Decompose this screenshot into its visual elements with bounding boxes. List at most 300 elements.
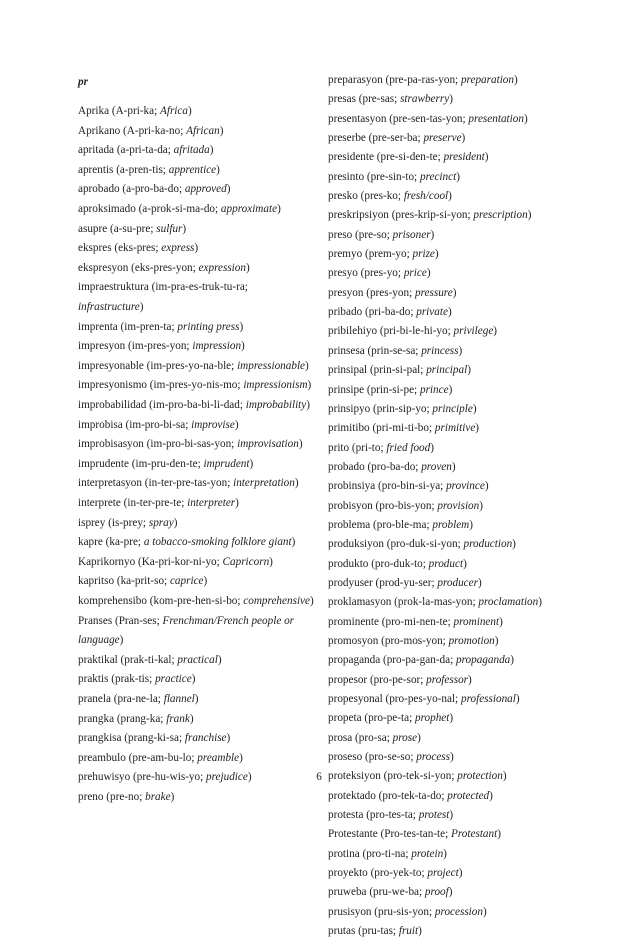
entry-close-paren: )	[217, 653, 222, 666]
entry-headword: Protestante (Pro-tes-tan-te;	[328, 828, 452, 841]
entry-gloss: pressure	[415, 286, 453, 299]
entry-headword: preparasyon (pre-pa-ras-yon;	[328, 74, 461, 86]
entry-gloss: improvise	[191, 418, 235, 431]
entry-headword: praktis (prak-tis;	[78, 673, 156, 686]
dictionary-entry	[78, 514, 314, 534]
entry-headword: apritada (a-pri-ta-da;	[78, 144, 174, 157]
entry-gloss: preserve	[423, 132, 462, 145]
entry-close-paren: )	[203, 575, 208, 588]
entry-headword: probisyon (pro-bis-yon;	[328, 499, 438, 512]
dictionary-entry	[78, 278, 314, 317]
entry-gloss: professional	[460, 693, 516, 705]
dictionary-entry	[328, 264, 574, 283]
entry-gloss: privilege	[453, 325, 494, 338]
dictionary-entry	[328, 883, 574, 902]
entry-close-paren: )	[463, 557, 467, 570]
entry-close-paren: )	[515, 693, 520, 705]
entry-gloss: printing press	[177, 320, 240, 333]
entry-headword: kapritso (ka-prit-so;	[78, 575, 170, 588]
entry-close-paren: )	[443, 847, 447, 860]
entry-headword: proseso (pro-se-so;	[328, 751, 417, 764]
dictionary-entry	[78, 670, 314, 690]
entry-close-paren: )	[194, 692, 199, 705]
dictionary-entry	[78, 337, 314, 357]
entry-close-paren: )	[298, 438, 303, 451]
entry-headword: imprudente (im-pru-den-te;	[78, 457, 204, 470]
dictionary-entry	[328, 806, 574, 825]
entry-close-paren: )	[234, 418, 239, 431]
entry-headword: promosyon (pro-mos-yon;	[328, 634, 449, 647]
entry-gloss: process	[416, 751, 451, 764]
dictionary-entry	[78, 710, 314, 730]
entry-close-paren: )	[170, 790, 175, 803]
dictionary-entry	[78, 141, 314, 161]
entry-gloss: problem	[432, 518, 470, 531]
entry-gloss: professor	[426, 673, 469, 686]
entry-gloss: fruit	[398, 925, 419, 938]
entry-close-paren: )	[294, 477, 299, 490]
dictionary-entry	[78, 729, 314, 749]
entry-close-paren: )	[499, 615, 503, 628]
entry-headword: prutas (pru-tas;	[328, 925, 399, 938]
entry-close-paren: )	[477, 576, 482, 589]
entry-headword: prangkisa (prang-ki-sa;	[78, 732, 185, 745]
dictionary-entry	[78, 592, 314, 612]
dictionary-entry	[78, 572, 314, 592]
entry-close-paren: )	[448, 190, 452, 203]
dictionary-entry	[328, 342, 574, 361]
entry-gloss: afritada	[173, 144, 210, 157]
entry-close-paren: )	[119, 634, 124, 647]
entry-headword: prito (pri-to;	[328, 441, 387, 454]
entry-close-paren: )	[430, 441, 434, 454]
dictionary-entry	[328, 477, 574, 496]
dictionary-entry	[328, 303, 574, 322]
entry-headword: impresyonable (im-pres-yo-na-ble;	[78, 359, 238, 372]
entry-headword: premyo (prem-yo;	[328, 248, 413, 261]
entry-close-paren: )	[426, 267, 431, 280]
entry-gloss: approved	[184, 183, 227, 196]
entry-close-paren: )	[219, 124, 224, 137]
entry-close-paren: )	[497, 828, 501, 841]
dictionary-entry	[328, 168, 574, 187]
entry-headword: prominente (pro-mi-nen-te;	[328, 615, 454, 628]
entry-headword: preso (pre-so;	[328, 228, 393, 241]
entry-gloss: promotion	[448, 634, 495, 647]
dictionary-entry	[78, 122, 314, 142]
entry-gloss: flannel	[163, 692, 195, 705]
entry-headword: prehuwisyo (pre-hu-wis-yo;	[78, 771, 207, 784]
entry-close-paren: )	[305, 359, 309, 372]
entry-close-paren: )	[239, 320, 244, 333]
entry-gloss: practical	[177, 653, 218, 666]
entry-close-paren: )	[469, 518, 473, 531]
entry-close-paren: )	[447, 306, 452, 319]
entry-close-paren: )	[182, 222, 187, 235]
dictionary-entry	[328, 458, 574, 477]
entry-close-paren: )	[239, 751, 243, 764]
entry-gloss: improbability	[245, 399, 307, 411]
dictionary-entry	[328, 419, 574, 438]
dictionary-entry	[328, 439, 574, 458]
entry-close-paren: )	[451, 460, 456, 473]
entry-gloss: strawberry	[400, 93, 450, 106]
entry-close-paren: )	[510, 654, 515, 667]
entry-gloss: brake	[145, 790, 171, 803]
dictionary-entry	[328, 245, 574, 264]
entry-close-paren: )	[468, 673, 472, 686]
left-entry-list	[78, 102, 314, 807]
entry-close-paren: )	[235, 496, 239, 509]
entry-close-paren: )	[306, 399, 310, 411]
entry-headword: propesyonal (pro-pes-yo-nal;	[328, 693, 461, 705]
entry-close-paren: )	[241, 340, 245, 353]
entry-close-paren: )	[189, 712, 194, 725]
entry-close-paren: )	[245, 261, 250, 274]
entry-headword: praktikal (prak-ti-kal;	[78, 653, 178, 666]
entry-headword: prodyuser (prod-yu-ser;	[328, 576, 438, 589]
entry-headword: protektado (pro-tek-ta-do;	[328, 789, 448, 802]
entry-close-paren: )	[502, 770, 507, 783]
entry-close-paren: )	[484, 480, 489, 493]
entry-close-paren: )	[527, 209, 532, 222]
entry-gloss: preamble	[197, 751, 240, 764]
entry-close-paren: )	[448, 886, 453, 899]
entry-gloss: producer	[437, 576, 478, 589]
dictionary-entry	[328, 187, 574, 206]
entry-close-paren: )	[448, 383, 453, 396]
dictionary-entry	[328, 381, 574, 400]
entry-gloss: impressionable	[237, 359, 306, 372]
entry-gloss: principle	[432, 402, 473, 415]
entry-headword: impraestruktura (im-pra-es-truk-tu-ra;	[78, 281, 248, 294]
dictionary-entry	[78, 357, 314, 377]
dictionary-entry	[78, 533, 314, 553]
dictionary-entry	[328, 787, 574, 806]
entry-close-paren: )	[494, 634, 499, 647]
entry-close-paren: )	[277, 203, 281, 216]
entry-gloss: proven	[421, 460, 452, 473]
entry-gloss: prince	[419, 383, 449, 396]
dictionary-entry	[78, 651, 314, 671]
dictionary-entry	[78, 200, 314, 220]
entry-gloss: principal	[426, 364, 468, 377]
entry-gloss: price	[403, 267, 427, 280]
entry-headword: prinsesa (prin-se-sa;	[328, 344, 422, 357]
dictionary-entry	[328, 322, 574, 341]
dictionary-entry	[328, 361, 574, 380]
entry-gloss: precinct	[419, 170, 457, 183]
entry-close-paren: )	[418, 925, 422, 938]
entry-headword: problema (pro-ble-ma;	[328, 518, 433, 531]
entry-headword: probado (pro-ba-do;	[328, 460, 422, 473]
entry-close-paren: )	[249, 457, 254, 470]
page-number: 6	[316, 771, 322, 783]
entry-gloss: princess	[421, 344, 459, 357]
dictionary-entry	[328, 129, 574, 148]
entry-headword: prinsipal (prin-si-pal;	[328, 364, 427, 377]
entry-gloss: presentation	[468, 112, 524, 125]
entry-headword: presyo (pres-yo;	[328, 267, 404, 280]
dictionary-entry	[328, 632, 574, 651]
dictionary-entry	[78, 474, 314, 494]
entry-headword: pribilehiyo (pri-bi-le-hi-yo;	[328, 325, 454, 338]
entry-gloss: comprehensive	[243, 594, 310, 607]
entry-headword: Kaprikornyo (Ka-pri-kor-ni-yo;	[78, 555, 223, 568]
entry-close-paren: )	[472, 402, 477, 415]
entry-gloss: imprudent	[203, 457, 250, 470]
entry-gloss: improvisation	[237, 438, 299, 451]
dictionary-entry	[78, 553, 314, 573]
entry-gloss: interpretation	[233, 477, 295, 490]
entry-headword: improbabilidad (im-pro-ba-bi-li-dad;	[78, 399, 246, 411]
entry-gloss: propaganda	[455, 654, 511, 667]
entry-gloss: prescription	[473, 209, 528, 222]
entry-gloss: African	[186, 124, 220, 137]
entry-gloss: protected	[447, 789, 490, 802]
entry-gloss: production	[463, 538, 513, 551]
entry-headword: preno (pre-no;	[78, 790, 146, 803]
dictionary-entry	[328, 729, 574, 748]
entry-gloss: caprice	[169, 575, 204, 588]
entry-gloss: Africa	[160, 105, 188, 118]
dictionary-entry	[78, 788, 314, 808]
entry-close-paren: )	[307, 379, 312, 392]
entry-gloss: preparation	[460, 74, 514, 86]
entry-headword: ekspres (eks-pres;	[78, 242, 162, 255]
entry-headword: preskripsiyon (pres-krip-si-yon;	[328, 209, 474, 222]
dictionary-entry	[78, 220, 314, 240]
entry-headword: improbisasyon (im-pro-bi-sas-yon;	[78, 438, 238, 451]
dictionary-entry	[328, 110, 574, 129]
entry-headword: ekspresyon (eks-pres-yon;	[78, 261, 199, 274]
entry-headword: interpretasyon (in-ter-pre-tas-yon;	[78, 477, 234, 490]
entry-headword: produksiyon (pro-duk-si-yon;	[328, 538, 464, 551]
entry-gloss: procession	[434, 905, 483, 918]
entry-headword: impresyonismo (im-pres-yo-nis-mo;	[78, 379, 244, 392]
entry-close-paren: )	[434, 248, 439, 261]
entry-gloss: protein	[411, 847, 444, 860]
entry-headword: protina (pro-ti-na;	[328, 847, 412, 860]
dictionary-entry	[78, 161, 314, 181]
entry-gloss: express	[161, 242, 195, 255]
entry-headword: pranela (pra-ne-la;	[78, 692, 164, 705]
entry-gloss: prophet	[414, 712, 450, 725]
entry-headword: presidente (pre-si-den-te;	[328, 151, 444, 164]
entry-close-paren: )	[523, 112, 528, 125]
dictionary-entry	[328, 516, 574, 535]
entry-headword: aprentis (a-pren-tis;	[78, 163, 169, 176]
entry-close-paren: )	[514, 74, 518, 86]
dictionary-entry	[328, 593, 574, 612]
section-heading: pr	[78, 76, 88, 88]
entry-close-paren: )	[461, 132, 466, 145]
entry-close-paren: )	[452, 286, 457, 299]
entry-close-paren: )	[187, 105, 192, 118]
entry-headword: asupre (a-su-pre;	[78, 222, 157, 235]
entry-headword: presyon (pres-yon;	[328, 286, 415, 299]
entry-headword: imprenta (im-pren-ta;	[78, 320, 178, 333]
entry-close-paren: )	[216, 163, 220, 176]
entry-headword: pruweba (pru-we-ba;	[328, 886, 425, 899]
entry-headword: proklamasyon (prok-la-mas-yon;	[328, 596, 479, 609]
entry-close-paren: )	[493, 325, 498, 338]
entry-close-paren: )	[226, 732, 231, 745]
dictionary-entry	[328, 497, 574, 516]
entry-close-paren: )	[449, 712, 454, 725]
entry-headword: produkto (pro-duk-to;	[328, 557, 429, 570]
entry-headword: probinsiya (pro-bin-si-ya;	[328, 480, 447, 493]
entry-headword: protesta (pro-tes-ta;	[328, 809, 419, 822]
entry-close-paren: )	[538, 596, 542, 609]
dictionary-entry	[78, 376, 314, 396]
entry-close-paren: )	[291, 536, 296, 549]
dictionary-entry	[328, 864, 574, 883]
entry-close-paren: )	[247, 771, 252, 784]
entry-close-paren: )	[489, 789, 493, 802]
entry-headword: aproksimado (a-prok-si-ma-do;	[78, 203, 221, 216]
entry-gloss: fried food	[386, 441, 431, 454]
entry-close-paren: )	[191, 673, 196, 686]
entry-gloss: a tobacco-smoking folklore giant	[143, 536, 292, 549]
dictionary-entry	[328, 709, 574, 728]
entry-headword: pribado (pri-ba-do;	[328, 306, 417, 319]
entry-close-paren: )	[449, 809, 454, 822]
dictionary-entry	[328, 574, 574, 593]
dictionary-entry	[78, 612, 314, 651]
entry-headword: Pranses (Pran-ses;	[78, 614, 163, 627]
entry-headword: prusisyon (pru-sis-yon;	[328, 905, 435, 918]
entry-close-paren: )	[173, 516, 178, 529]
entry-headword: proteksiyon (pro-tek-si-yon;	[328, 770, 458, 783]
entry-gloss: Frenchman/French people or language	[78, 614, 295, 647]
entry-headword: preambulo (pre-am-bu-lo;	[78, 751, 198, 764]
entry-headword: interprete (in-ter-pre-te;	[78, 496, 188, 509]
dictionary-entry	[328, 825, 574, 844]
right-column	[328, 71, 574, 941]
dictionary-entry	[328, 690, 574, 709]
dictionary-entry	[328, 613, 574, 632]
entry-headword: komprehensibo (kom-pre-hen-si-bo;	[78, 594, 244, 607]
entry-gloss: impression	[192, 340, 242, 353]
entry-gloss: proof	[424, 886, 449, 899]
dictionary-entry	[328, 922, 574, 941]
dictionary-entry	[328, 535, 574, 554]
entry-close-paren: )	[430, 228, 435, 241]
entry-close-paren: )	[484, 151, 489, 164]
entry-headword: presentasyon (pre-sen-tas-yon;	[328, 112, 469, 125]
entry-gloss: apprentice	[168, 163, 217, 176]
entry-gloss: product	[428, 557, 464, 570]
entry-gloss: prize	[412, 248, 435, 261]
entry-headword: Aprika (A-pri-ka;	[78, 105, 161, 118]
dictionary-entry	[328, 748, 574, 767]
entry-gloss: Capricorn	[222, 555, 270, 568]
entry-close-paren: )	[512, 538, 516, 551]
entry-gloss: prejudice	[206, 771, 248, 784]
entry-headword: presas (pre-sas;	[328, 93, 401, 106]
entry-gloss: protest	[418, 809, 450, 822]
entry-gloss: practice	[155, 673, 192, 686]
entry-gloss: protection	[457, 770, 503, 783]
entry-close-paren: )	[456, 170, 460, 183]
entry-close-paren: )	[458, 867, 463, 880]
entry-gloss: provision	[437, 499, 480, 512]
entry-gloss: infrastructure	[78, 301, 140, 314]
entry-headword: proyekto (pro-yek-to;	[328, 867, 428, 880]
entry-gloss: fresh/cool	[403, 190, 449, 203]
entry-close-paren: )	[309, 594, 314, 607]
entry-gloss: proclamation	[478, 596, 539, 609]
entry-gloss: prose	[392, 731, 418, 744]
entry-gloss: interpreter	[187, 496, 236, 509]
entry-close-paren: )	[139, 301, 144, 314]
entry-headword: prinsipe (prin-si-pe;	[328, 383, 420, 396]
entry-gloss: spray	[148, 516, 174, 529]
entry-gloss: Protestant	[451, 828, 498, 841]
entry-gloss: impressionism	[243, 379, 308, 392]
entry-gloss: province	[446, 480, 485, 493]
dictionary-entry	[328, 671, 574, 690]
dictionary-entry	[328, 206, 574, 225]
entry-close-paren: )	[269, 555, 273, 568]
dictionary-entry	[328, 71, 574, 90]
entry-headword: Aprikano (A-pri-ka-no;	[78, 124, 187, 137]
entry-headword: propesor (pro-pe-sor;	[328, 673, 427, 686]
entry-close-paren: )	[209, 144, 214, 157]
entry-headword: presko (pres-ko;	[328, 190, 404, 203]
dictionary-entry	[78, 494, 314, 514]
entry-close-paren: )	[449, 93, 453, 106]
dictionary-entry	[328, 903, 574, 922]
dictionary-entry	[78, 239, 314, 259]
dictionary-entry	[78, 455, 314, 475]
entry-gloss: prisoner	[392, 228, 431, 241]
dictionary-entry	[78, 690, 314, 710]
entry-headword: improbisa (im-pro-bi-sa;	[78, 418, 192, 431]
entry-close-paren: )	[450, 751, 454, 764]
dictionary-entry	[78, 435, 314, 455]
dictionary-entry	[328, 555, 574, 574]
dictionary-entry	[328, 284, 574, 303]
entry-gloss: private	[416, 306, 448, 319]
dictionary-entry	[78, 318, 314, 338]
entry-headword: prinsipyo (prin-sip-yo;	[328, 402, 433, 415]
entry-close-paren: )	[475, 422, 480, 435]
entry-close-paren: )	[467, 364, 471, 377]
entry-headword: primitibo (pri-mi-ti-bo;	[328, 422, 435, 435]
dictionary-entry	[78, 749, 314, 769]
dictionary-entry	[78, 259, 314, 279]
entry-headword: propaganda (pro-pa-gan-da;	[328, 654, 456, 667]
entry-gloss: expression	[198, 261, 246, 274]
right-entry-list	[328, 71, 574, 941]
entry-headword: kapre (ka-pre;	[78, 536, 144, 549]
dictionary-entry	[328, 226, 574, 245]
entry-headword: prangka (prang-ka;	[78, 712, 167, 725]
entry-gloss: frank	[166, 712, 190, 725]
dictionary-entry	[78, 102, 314, 122]
left-column	[78, 73, 314, 807]
entry-headword: presinto (pre-sin-to;	[328, 170, 420, 183]
entry-headword: impresyon (im-pres-yon;	[78, 340, 193, 353]
entry-gloss: sulfur	[156, 222, 183, 235]
entry-gloss: franchise	[184, 732, 227, 745]
entry-headword: aprobado (a-pro-ba-do;	[78, 183, 185, 196]
entry-gloss: prominent	[453, 615, 500, 628]
dictionary-entry	[328, 400, 574, 419]
entry-close-paren: )	[482, 905, 487, 918]
